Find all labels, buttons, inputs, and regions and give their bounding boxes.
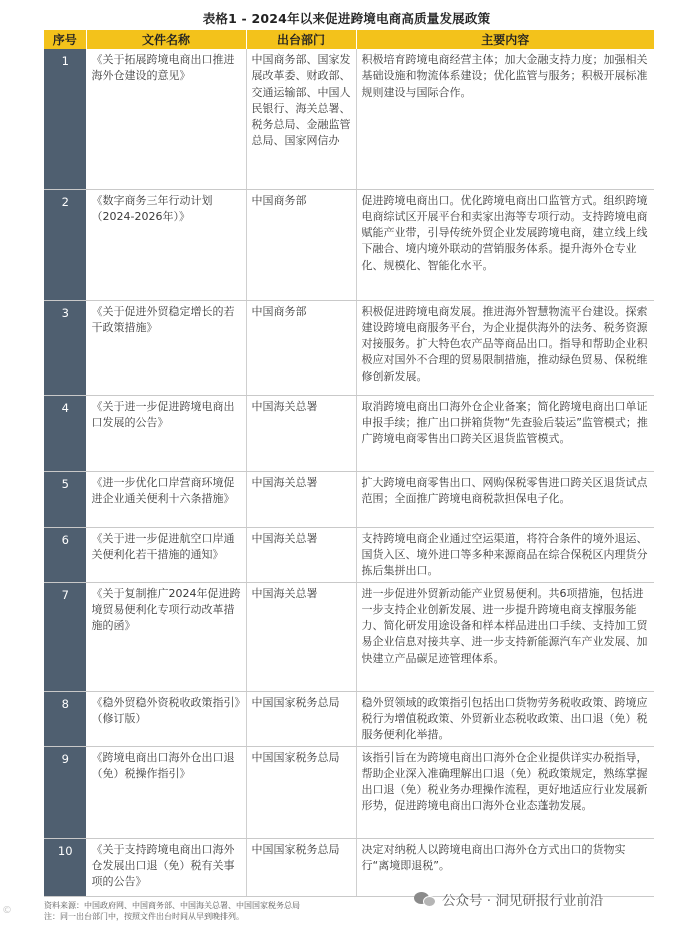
department-cell: 中国海关总署 <box>246 471 356 527</box>
table-row <box>44 471 654 527</box>
table-row <box>44 746 654 838</box>
file-name-cell: 《跨境电商出口海外仓出口退（免）税操作指引》 <box>86 746 246 838</box>
wechat-watermark <box>414 889 603 909</box>
table-row <box>44 49 654 189</box>
content-cell: 该指引旨在为跨境电商出口海外仓企业提供详实办税指导，帮助企业深入准确理解出口退（免）税政策规定，熟练掌握出口退（免）税业务办理操作流程，更好地适应行业发展新形势，促进跨境电商出口海外仓业态蓬勃发展。 <box>356 746 654 838</box>
header-file-name: 文件名称 <box>86 30 246 49</box>
row-number: 5 <box>44 471 86 527</box>
file-name-cell: 《关于进一步促进跨境电商出口发展的公告》 <box>86 395 246 471</box>
header-department: 出台部门 <box>246 30 356 49</box>
row-number: 9 <box>44 746 86 838</box>
row-number: 10 <box>44 838 86 896</box>
file-name-cell: 《进一步优化口岸营商环境促进企业通关便利十六条措施》 <box>86 471 246 527</box>
content-cell: 稳外贸领域的政策指引包括出口货物劳务税收政策、跨境应税行为增值税政策、外贸新业态税收政策、出口退（免）税服务便利化举措。 <box>356 691 654 746</box>
row-number: 8 <box>44 691 86 746</box>
source-line: 资料来源：中国政府网、中国商务部、中国海关总署、中国国家税务总局 <box>44 901 300 910</box>
file-name-cell: 《数字商务三年行动计划（2024-2026年）》 <box>86 189 246 300</box>
content-cell: 促进跨境电商出口。优化跨境电商出口监管方式。组织跨境电商综试区开展平台和卖家出海等专项行动。支持跨境电商赋能产业带，引导传统外贸企业发展跨境电商，建立线上线下融合、境内境外联动的营销服务体系。提升海外仓专业化、规模化、智能化水平。 <box>356 189 654 300</box>
corner-mark: © <box>2 905 12 916</box>
department-cell: 中国海关总署 <box>246 582 356 691</box>
department-cell: 中国海关总署 <box>246 395 356 471</box>
department-cell: 中国商务部 <box>246 189 356 300</box>
department-cell: 中国海关总署 <box>246 527 356 582</box>
file-name-cell: 《关于支持跨境电商出口海外仓发展出口退（免）税有关事项的公告》 <box>86 838 246 896</box>
content-cell: 进一步促进外贸新动能产业贸易便利。共6项措施，包括进一步支持企业创新发展、进一步提升跨境电商支撑服务能力、简化研发用途设备和样本样品进出口手续、支持加工贸易企业信息对接共享、进一步支持新能源汽车产业发展、加快建立产品碳足迹管理体系。 <box>356 582 654 691</box>
header-number: 序号 <box>44 30 86 49</box>
table-title: 表格1 - 2024年以来促进跨境电商高质量发展政策 <box>202 11 491 26</box>
source-note <box>44 900 300 922</box>
row-number: 1 <box>44 49 86 189</box>
content-cell: 积极促进跨境电商发展。推进海外智慧物流平台建设。探索建设跨境电商服务平台，为企业提供海外的法务、税务资源对接服务。扩大特色农产品等商品出口。指导和帮助企业积极应对国外不合理的贸易限制措施，推动绿色贸易、保税维修创新发展。 <box>356 300 654 395</box>
table-row <box>44 527 654 582</box>
watermark-text: 公众号 · 洞见研报行业前沿 <box>442 893 604 909</box>
content-cell: 决定对纳税人以跨境电商出口海外仓方式出口的货物实行“离境即退税”。 <box>356 838 654 896</box>
table-row <box>44 691 654 746</box>
file-name-cell: 《关于拓展跨境电商出口推进海外仓建设的意见》 <box>86 49 246 189</box>
table-row <box>44 582 654 691</box>
header-main-content: 主要内容 <box>356 30 654 49</box>
row-number: 6 <box>44 527 86 582</box>
table-row <box>44 395 654 471</box>
department-cell: 中国商务部、国家发展改革委、财政部、交通运输部、中国人民银行、海关总署、税务总局、金融监管总局、国家网信办 <box>246 49 356 189</box>
table-row <box>44 189 654 300</box>
table-row <box>44 838 654 896</box>
file-name-cell: 《关于复制推广2024年促进跨境贸易便利化专项行动改革措施的函》 <box>86 582 246 691</box>
department-cell: 中国国家税务总局 <box>246 746 356 838</box>
note-line: 注：同一出台部门中，按照文件出台时间从早到晚排列。 <box>44 912 244 921</box>
wechat-icon <box>414 890 436 908</box>
table-row <box>44 300 654 395</box>
table-header-row <box>44 30 654 49</box>
row-number: 2 <box>44 189 86 300</box>
row-number: 3 <box>44 300 86 395</box>
row-number: 4 <box>44 395 86 471</box>
content-cell: 取消跨境电商出口海外仓企业备案；简化跨境电商出口单证申报手续；推广出口拼箱货物“先查验后装运”监管模式；推广跨境电商零售出口跨关区退货监管模式。 <box>356 395 654 471</box>
content-cell: 扩大跨境电商零售出口、网购保税零售进口跨关区退货试点范围；全面推广跨境电商税款担保电子化。 <box>356 471 654 527</box>
department-cell: 中国商务部 <box>246 300 356 395</box>
file-name-cell: 《关于进一步促进航空口岸通关便利化若干措施的通知》 <box>86 527 246 582</box>
content-cell: 支持跨境电商企业通过空运渠道，将符合条件的境外退运、国货入区、境外进口等多种来源商品在综合保税区内理货分拣后集拼出口。 <box>356 527 654 582</box>
file-name-cell: 《稳外贸稳外资税收政策指引》（修订版） <box>86 691 246 746</box>
department-cell: 中国国家税务总局 <box>246 691 356 746</box>
row-number: 7 <box>44 582 86 691</box>
department-cell: 中国国家税务总局 <box>246 838 356 896</box>
policy-table <box>44 30 654 897</box>
file-name-cell: 《关于促进外贸稳定增长的若干政策措施》 <box>86 300 246 395</box>
content-cell: 积极培育跨境电商经营主体；加大金融支持力度；加强相关基础设施和物流体系建设；优化监管与服务；积极开展标准规则建设与国际合作。 <box>356 49 654 189</box>
